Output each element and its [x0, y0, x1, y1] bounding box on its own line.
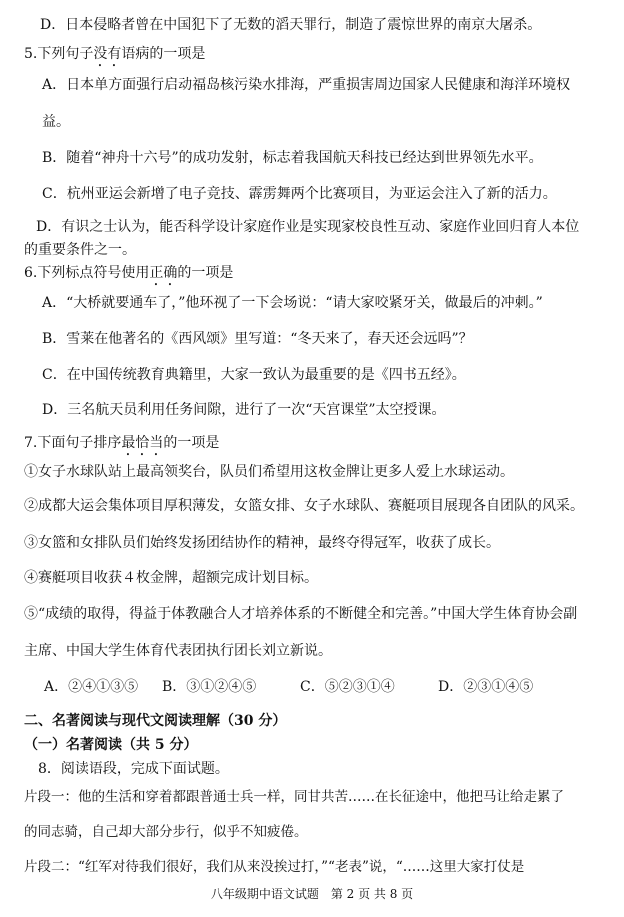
q7-sentence-4: ④赛艇项目收获４枚金牌，超额完成计划目标。	[24, 570, 318, 586]
subsection-1-heading: （一）名著阅读（共 5 分）	[24, 737, 198, 753]
section-2-heading: 二、名著阅读与现代文阅读理解（30 分）	[24, 713, 287, 729]
q8-stem: 8．阅读语段，完成下面试题。	[38, 761, 229, 777]
q8-fragment-1-cont: 的同志骑，自己却大部分步行，似乎不知疲倦。	[24, 824, 308, 840]
q7-option-d: D．②③①④⑤	[438, 679, 534, 695]
q7-option-c: C．⑤②③①④	[300, 679, 395, 695]
q6-option-a: A．“大桥就要通车了，”他环视了一下会场说：“请大家咬紧牙关，做最后的冲刺。”	[42, 295, 543, 311]
q8-fragment-2: 片段二：“红军对待我们很好，我们从来没挨过打，”“老表”说，“……这里大家打仗是	[24, 859, 525, 875]
q8-fragment-1: 片段一：他的生活和穿着都跟普通士兵一样，同甘共苦……在长征途中，他把马让给走累了	[24, 789, 564, 805]
q5-option-a-cont: 益。	[42, 114, 70, 130]
q7-sentence-1: ①女子水球队站上最高领奖台，队员们希望用这枚金牌让更多人爱上水球运动。	[24, 464, 514, 480]
q5-option-d-cont: 的重要条件之一。	[24, 242, 136, 258]
q5-option-c: C．杭州亚运会新增了电子竞技、霹雳舞两个比赛项目，为亚运会注入了新的活力。	[42, 186, 557, 202]
q4-option-d: D．日本侵略者曾在中国犯下了无数的滔天罪行，制造了震惊世界的南京大屠杀。	[40, 17, 542, 33]
q5-stem: 5.下列句子没有语病的一项是	[24, 46, 206, 62]
q6-option-b: B．雪莱在他著名的《西风颂》里写道：“冬天来了，春天还会远吗”？	[42, 331, 473, 347]
q5-option-a: A．日本单方面强行启动福岛核污染水排海，严重损害周边国家人民健康和海洋环境权	[42, 77, 571, 93]
q5-option-d: D．有识之士认为，能否科学设计家庭作业是实现家校良性互动、家庭作业回归育人本位	[36, 219, 580, 235]
q7-sentence-5: ⑤“成绩的取得，得益于体教融合人才培养体系的不断健全和完善。”中国大学生体育协会副	[24, 606, 578, 622]
q5-option-b: B．随着“神舟十六号”的成功发射，标志着我国航天科技已经达到世界领先水平。	[42, 150, 543, 166]
q6-option-c: C．在中国传统教育典籍里，大家一致认为最重要的是《四书五经》。	[42, 367, 466, 383]
q7-option-a: A．②④①③⑤	[44, 679, 139, 695]
page-footer: 八年级期中语文试题 第 2 页 共 8 页	[210, 887, 414, 901]
q7-sentence-3: ③女篮和女排队员们始终发扬团结协作的精神，最终夺得冠军，收获了成长。	[24, 535, 500, 551]
q6-stem: 6.下列标点符号使用正确的一项是	[24, 265, 234, 281]
q7-option-b: B．③①②④⑤	[162, 679, 257, 695]
q7-sentence-5-cont: 主席、中国大学生体育代表团执行团长刘立新说。	[24, 643, 332, 659]
q7-sentence-2: ②成都大运会集体项目厚积薄发，女篮女排、女子水球队、赛艇项目展现各自团队的风采。	[24, 498, 584, 514]
q7-stem: 7.下面句子排序最恰当的一项是	[24, 435, 220, 451]
q6-option-d: D．三名航天员利用任务间隙，进行了一次“天宫课堂”太空授课。	[42, 402, 446, 418]
